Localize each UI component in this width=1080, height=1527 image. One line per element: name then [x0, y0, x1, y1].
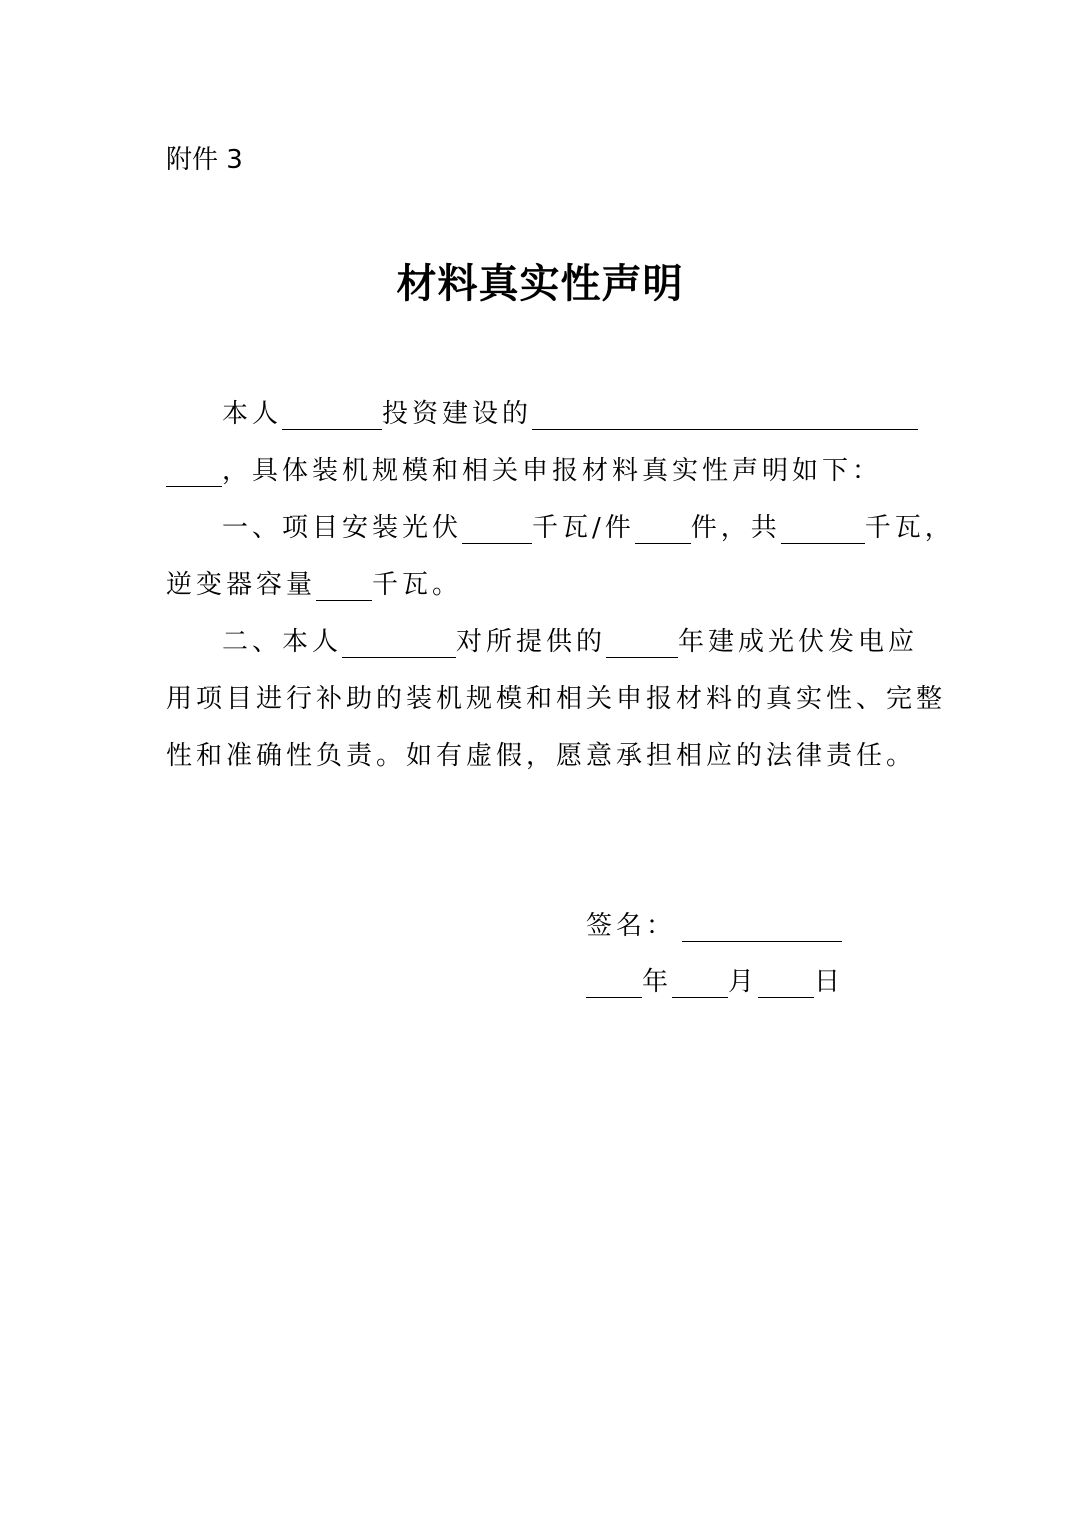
p1-text-2: 投资建设的 — [382, 399, 533, 429]
paragraph-3-line-1 — [166, 622, 918, 662]
module-capacity-blank[interactable] — [462, 513, 532, 544]
paragraph-1-line-1 — [166, 394, 918, 434]
p3-text-3: 年建成光伏发电应 — [678, 627, 919, 657]
paragraph-2-line-2 — [166, 565, 462, 605]
investor-name-blank[interactable] — [282, 399, 382, 430]
p3-text-5: 性和准确性负责。如有虚假，愿意承担相应的法律责任。 — [166, 741, 917, 771]
attachment-label: 附件 3 — [166, 145, 243, 175]
p2-text-6: 千瓦。 — [372, 570, 463, 600]
month-label: 月 — [728, 967, 759, 997]
project-name-blank[interactable] — [532, 399, 918, 430]
p2-text-1: 一、项目安装光伏 — [222, 513, 463, 543]
p2-text-2: 千瓦/件 — [532, 513, 635, 543]
date-line — [586, 962, 844, 1002]
p3-text-4: 用项目进行补助的装机规模和相关申报材料的真实性、完整 — [166, 684, 947, 714]
p1-text-1: 本人 — [222, 399, 283, 429]
year-label: 年 — [642, 967, 673, 997]
signature-line — [586, 906, 842, 946]
p2-text-4: 千瓦， — [864, 513, 955, 543]
total-capacity-blank[interactable] — [781, 513, 865, 544]
day-blank[interactable] — [758, 967, 814, 998]
module-count-blank[interactable] — [635, 513, 691, 544]
month-blank[interactable] — [672, 967, 728, 998]
declarant-name-blank[interactable] — [342, 627, 456, 658]
paragraph-1-line-2 — [166, 451, 882, 491]
project-name-blank-continued[interactable] — [166, 456, 222, 487]
paragraph-3-line-2 — [166, 679, 946, 719]
document-title: 材料真实性声明 — [396, 260, 684, 307]
build-year-blank[interactable] — [606, 627, 678, 658]
paragraph-3-line-3 — [166, 736, 916, 776]
paragraph-2-line-1 — [166, 508, 955, 548]
p3-text-2: 对所提供的 — [456, 627, 607, 657]
p2-text-3: 件，共 — [690, 513, 781, 543]
inverter-capacity-blank[interactable] — [316, 570, 372, 601]
signature-blank[interactable] — [682, 911, 842, 942]
year-blank[interactable] — [586, 967, 642, 998]
p3-text-1: 二、本人 — [222, 627, 343, 657]
day-label: 日 — [814, 967, 845, 997]
p1-text-3: ，具体装机规模和相关申报材料真实性声明如下： — [222, 456, 883, 486]
p2-text-5: 逆变器容量 — [166, 570, 317, 600]
signature-label: 签名： — [586, 911, 677, 941]
